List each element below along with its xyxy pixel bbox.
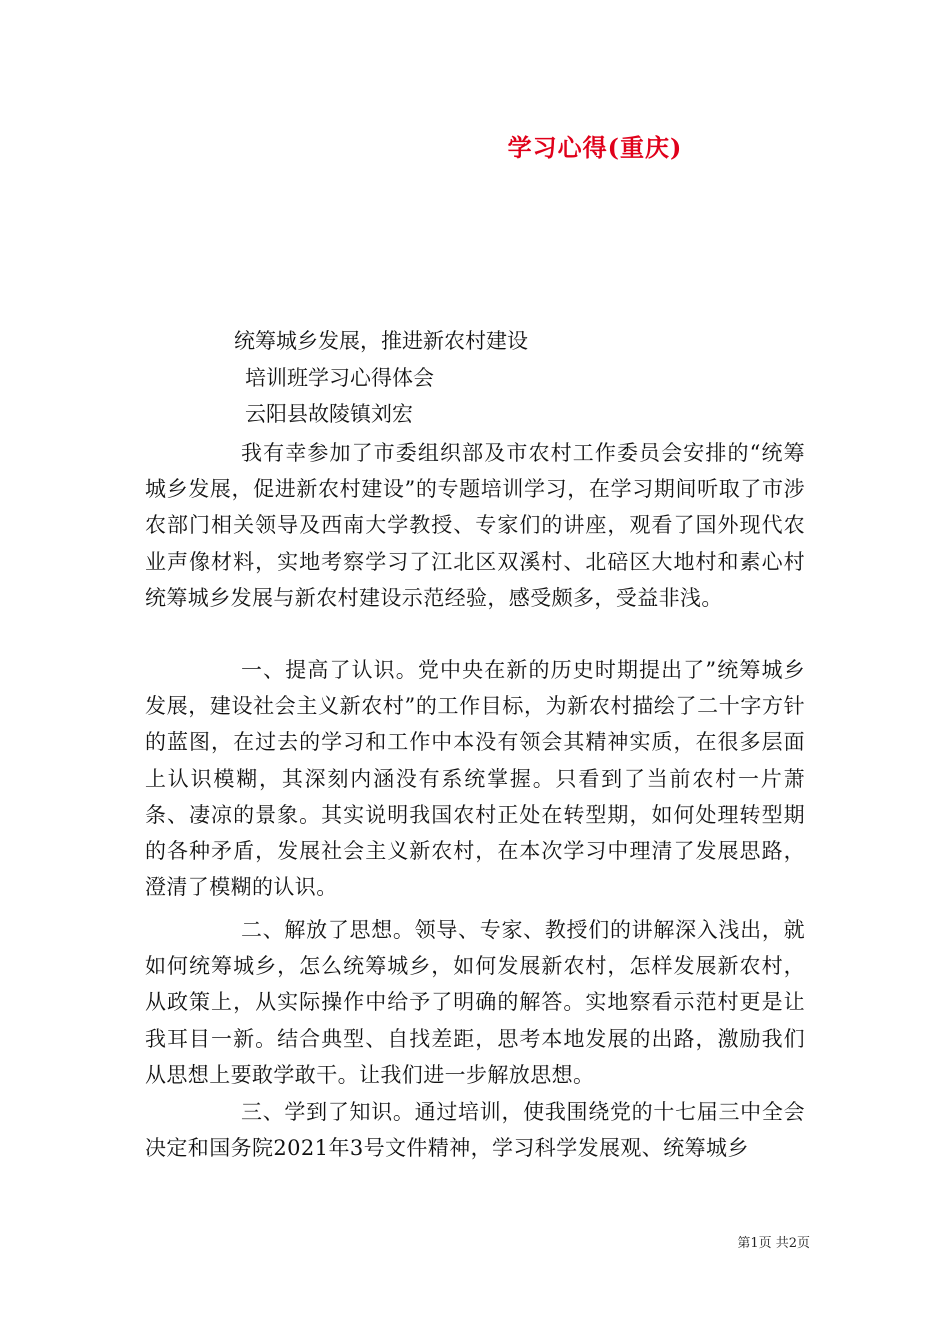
paragraph-intro: 我有幸参加了市委组织部及市农村工作委员会安排的“统筹城乡发展，促进新农村建设”的专题培训学习，在学习期间听取了市涉农部门相关领导及西南大学教授、专家们的讲座，观看了国外现代农业声像材料，实地考察学习了江北区双溪村、北碚区大地村和素心村统筹城乡发展与新农村建设示范经验，感受颇多，受益非浅。 <box>145 441 805 610</box>
subtitle-line: 培训班学习心得体会 <box>245 366 434 390</box>
subtitle-line: 统筹城乡发展，推进新农村建设 <box>234 329 528 353</box>
author-line: 云阳县故陵镇刘宏 <box>245 402 413 426</box>
document-title: 学习心得(重庆) <box>507 133 683 162</box>
page-number: 第1页 共2页 <box>737 1236 810 1251</box>
paragraph-section-2: 二、解放了思想。领导、专家、教授们的讲解深入浅出，就如何统筹城乡，怎么统筹城乡，如何发展新农村，怎样发展新农村，从政策上，从实际操作中给予了明确的解答。实地察看示范村更是让我耳目一新。结合典型、自找差距，思考本地发展的出路，激励我们从思想上要敢学敢干。让我们进一步解放思想。 <box>145 918 805 1087</box>
paragraph-section-1: 一、提高了认识。党中央在新的历史时期提出了”统筹城乡发展，建设社会主义新农村”的工作目标，为新农村描绘了二十字方针的蓝图，在过去的学习和工作中本没有领会其精神实质，在很多层面上认识模糊，其深刻内涵没有系统掌握。只看到了当前农村一片萧条、凄凉的景象。其实说明我国农村正处在转型期，如何处理转型期的各种矛盾，发展社会主义新农村，在本次学习中理清了发展思路，澄清了模糊的认识。 <box>145 658 805 900</box>
paragraph-section-3: 三、学到了知识。通过培训，使我围绕党的十七届三中全会决定和国务院2021年3号文件精神，学习科学发展观、统筹城乡 <box>145 1100 805 1161</box>
